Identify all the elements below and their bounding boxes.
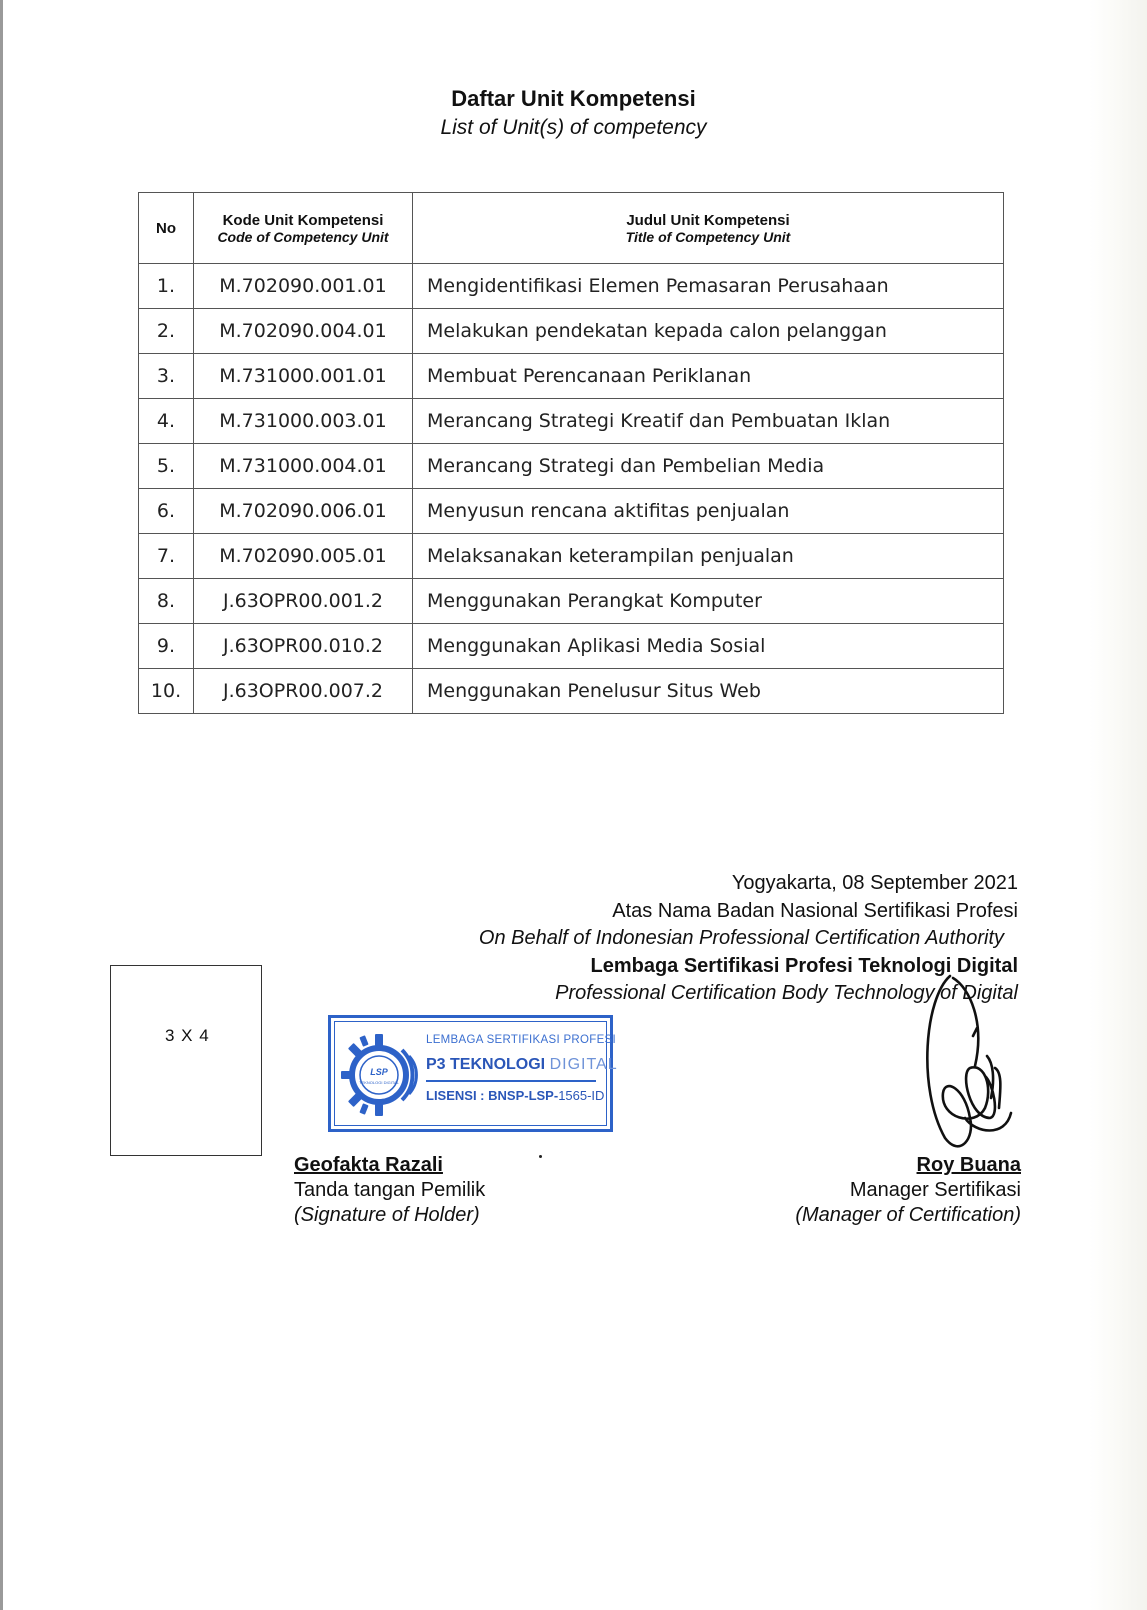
manager-role-en: (Manager of Certification) — [795, 1204, 1021, 1226]
photo-placeholder-box — [110, 965, 262, 1156]
place-date: Yogyakarta, 08 September 2021 — [731, 872, 1018, 894]
unit-title: Menggunakan Aplikasi Media Sosial — [413, 624, 1004, 669]
unit-no: 4. — [139, 399, 194, 444]
unit-title: Mengidentifikasi Elemen Pemasaran Perusahaan — [413, 264, 1004, 309]
ink-dot — [539, 1155, 542, 1158]
signature-icon — [915, 968, 1025, 1158]
unit-no: 3. — [139, 354, 194, 399]
header-code-en: Code of Competency Unit — [217, 228, 389, 245]
header-title: Judul Unit Kompetensi Title of Competency Unit — [413, 193, 1004, 264]
page-right-edge — [1089, 0, 1147, 1610]
manager-name: Roy Buana — [916, 1154, 1021, 1176]
official-stamp — [328, 1015, 618, 1132]
unit-no: 6. — [139, 489, 194, 534]
table-row — [139, 534, 1004, 579]
manager-signature-block — [795, 1153, 1021, 1228]
stamp-line-1: LEMBAGA SERTIFIKASI PROFESI — [426, 1034, 617, 1046]
on-behalf: Atas Nama Badan Nasional Sertifikasi Profesi — [612, 899, 1018, 922]
header-code: Kode Unit Kompetensi Code of Competency Unit — [194, 193, 413, 264]
unit-code: M.731000.001.01 — [194, 354, 413, 399]
certification-body-en: Professional Certification Body Technology of Digital — [555, 982, 1018, 1004]
unit-title: Menggunakan Perangkat Komputer — [413, 579, 1004, 624]
stamp-license: LISENSI : BNSP-LSP-1565-ID — [426, 1088, 605, 1103]
unit-code: M.731000.003.01 — [194, 399, 413, 444]
document-subtitle: List of Unit(s) of competency — [440, 116, 707, 139]
table-row — [139, 399, 1004, 444]
unit-code: M.702090.001.01 — [194, 264, 413, 309]
unit-no: 8. — [139, 579, 194, 624]
unit-title: Merancang Strategi Kreatif dan Pembuatan Iklan — [413, 399, 1004, 444]
unit-code: J.63OPR00.010.2 — [194, 624, 413, 669]
manager-role: Manager Sertifikasi — [849, 1179, 1021, 1201]
document-title: Daftar Unit Kompetensi — [451, 86, 696, 111]
stamp-line-2: P3 TEKNOLOGI DIGITAL — [426, 1056, 618, 1073]
table-row — [139, 444, 1004, 489]
table-row — [139, 669, 1004, 714]
table-row — [139, 264, 1004, 309]
holder-signature-block — [294, 1153, 485, 1228]
unit-no: 5. — [139, 444, 194, 489]
unit-code: M.702090.006.01 — [194, 489, 413, 534]
document-heading — [0, 84, 1147, 142]
gear-logo-icon — [339, 1030, 419, 1120]
competency-units-table — [138, 192, 1004, 714]
photo-size-label: 3 X 4 — [165, 1026, 210, 1045]
table-row — [139, 309, 1004, 354]
certification-body: Lembaga Sertifikasi Profesi Teknologi Digital — [590, 954, 1018, 977]
stamp-divider — [426, 1080, 596, 1082]
on-behalf-en: On Behalf of Indonesian Professional Certification Authority — [478, 927, 1004, 949]
unit-no: 7. — [139, 534, 194, 579]
table-row — [139, 579, 1004, 624]
table-row — [139, 624, 1004, 669]
header-no: No — [139, 193, 194, 264]
unit-no: 9. — [139, 624, 194, 669]
table-header-row — [139, 193, 1004, 264]
unit-no: 2. — [139, 309, 194, 354]
holder-name: Geofakta Razali — [294, 1154, 443, 1176]
unit-title: Merancang Strategi dan Pembelian Media — [413, 444, 1004, 489]
unit-title: Melakukan pendekatan kepada calon pelanggan — [413, 309, 1004, 354]
unit-no: 1. — [139, 264, 194, 309]
unit-title: Membuat Perencanaan Periklanan — [413, 354, 1004, 399]
header-title-en: Title of Competency Unit — [625, 228, 791, 245]
unit-code: M.702090.004.01 — [194, 309, 413, 354]
table-row — [139, 489, 1004, 534]
unit-code: J.63OPR00.001.2 — [194, 579, 413, 624]
stamp-logo-subtext: TEKNOLOGI DIGITAL — [359, 1080, 399, 1085]
unit-no: 10. — [139, 669, 194, 714]
stamp-logo-text: LSP — [370, 1067, 388, 1077]
unit-title: Melaksanakan keterampilan penjualan — [413, 534, 1004, 579]
unit-code: M.702090.005.01 — [194, 534, 413, 579]
unit-title: Menggunakan Penelusur Situs Web — [413, 669, 1004, 714]
page-left-edge — [0, 0, 3, 1610]
unit-code: J.63OPR00.007.2 — [194, 669, 413, 714]
unit-code: M.731000.004.01 — [194, 444, 413, 489]
table-row — [139, 354, 1004, 399]
unit-title: Menyusun rencana aktifitas penjualan — [413, 489, 1004, 534]
holder-role-en: (Signature of Holder) — [294, 1204, 480, 1226]
holder-role: Tanda tangan Pemilik — [294, 1179, 486, 1201]
